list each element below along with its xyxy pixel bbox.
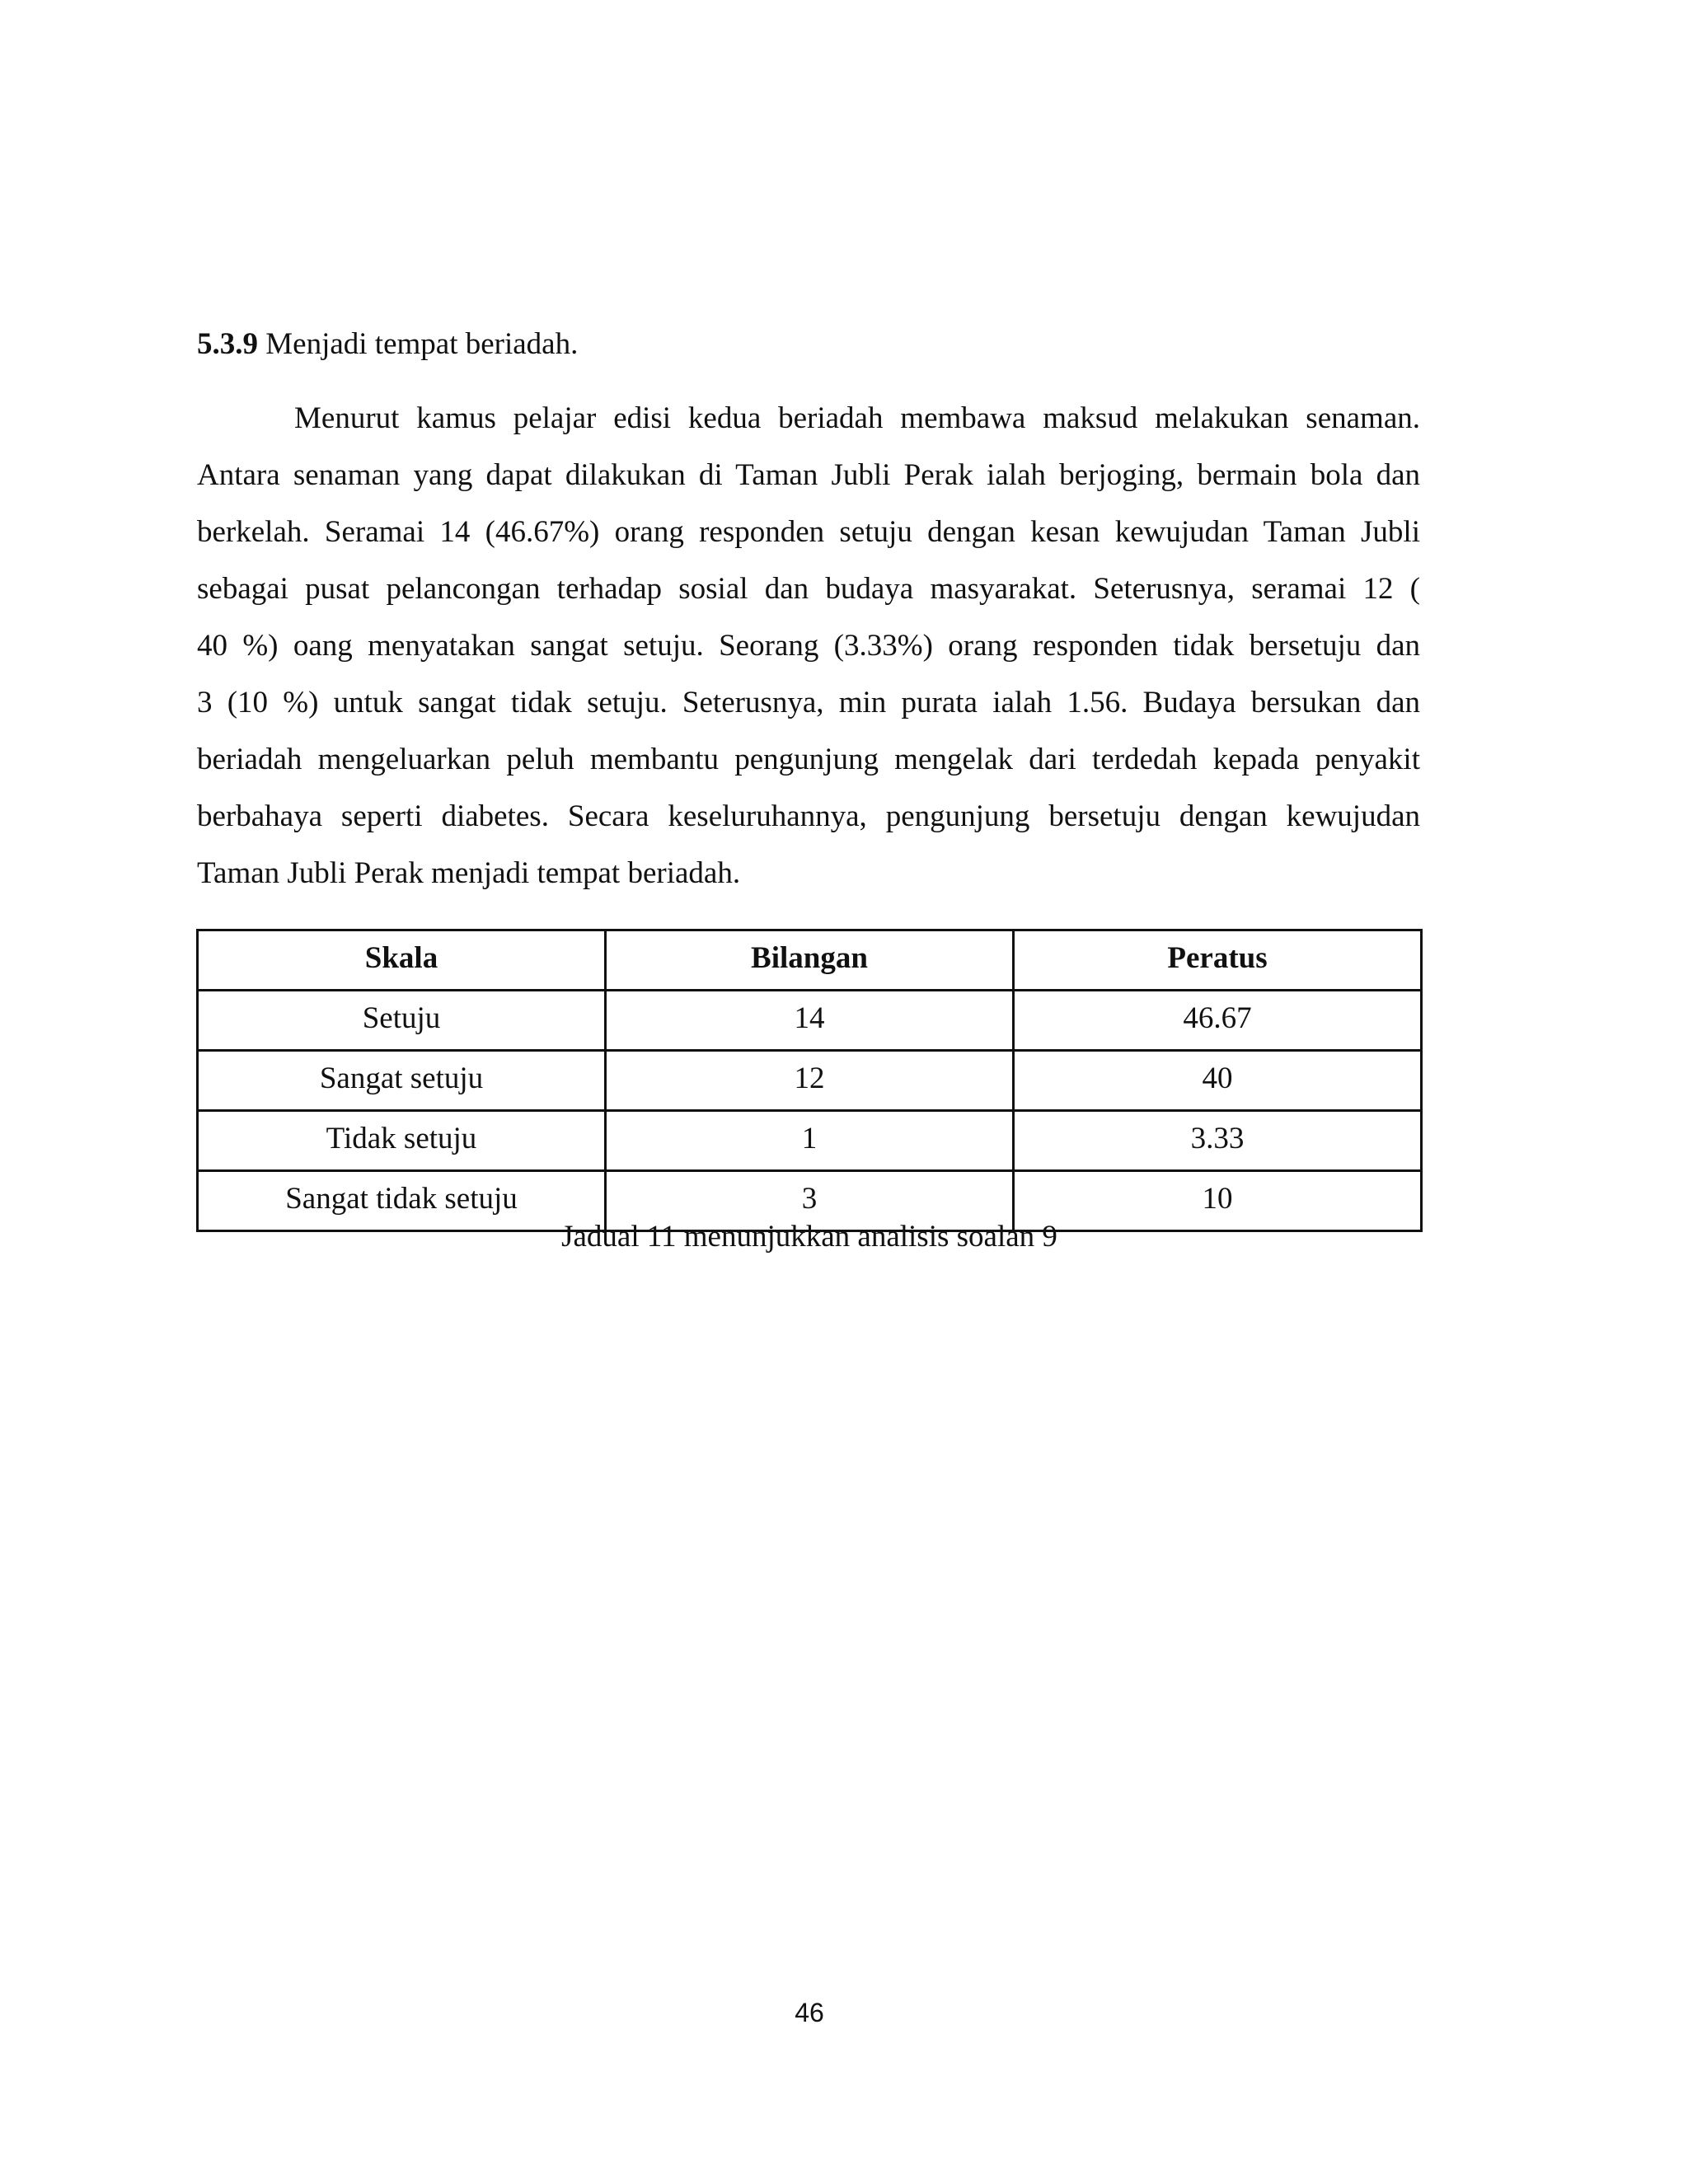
header-peratus: Peratus (1014, 930, 1422, 991)
header-bilangan: Bilangan (606, 930, 1014, 991)
paragraph-line: sebagai pusat pelancongan terhadap sosial dan budaya masyarakat. Seterusnya, seramai 12 ( (197, 572, 1420, 606)
cell-peratus: 40 (1014, 1051, 1422, 1111)
cell-bilangan: 1 (606, 1111, 1014, 1171)
paragraph-line: berkelah. Seramai 14 (46.67%) orang responden setuju dengan kesan kewujudan Taman Jubli (197, 515, 1420, 549)
cell-skala: Sangat setuju (198, 1051, 606, 1111)
table-row (198, 991, 1422, 1051)
cell-bilangan: 14 (606, 991, 1014, 1051)
cell-skala: Sangat tidak setuju (198, 1171, 606, 1231)
section-heading (197, 323, 578, 366)
cell-peratus: 10 (1014, 1171, 1422, 1231)
cell-skala: Tidak setuju (198, 1111, 606, 1171)
paragraph-line: Antara senaman yang dapat dilakukan di Taman Jubli Perak ialah berjoging, bermain bola dan (197, 458, 1420, 492)
table-row (198, 1111, 1422, 1171)
body-paragraph (197, 390, 1420, 902)
paragraph-line: 40 %) oang menyatakan sangat setuju. Seorang (3.33%) orang responden tidak bersetuju dan (197, 629, 1420, 663)
cell-skala: Setuju (198, 991, 606, 1051)
table-caption: Jadual 11 menunjukkan analisis soalan 9 (561, 1220, 1057, 1254)
table-header-row (198, 930, 1422, 991)
paragraph-line: Menurut kamus pelajar edisi kedua beriadah membawa maksud melakukan senaman. (294, 401, 1420, 435)
cell-bilangan: 3 (606, 1171, 1014, 1231)
paragraph-line: Taman Jubli Perak menjadi tempat beriadah. (197, 856, 741, 890)
header-skala: Skala (198, 930, 606, 991)
paragraph-line: beriadah mengeluarkan peluh membantu pengunjung mengelak dari terdedah kepada penyakit (197, 743, 1420, 776)
paragraph-line: 3 (10 %) untuk sangat tidak setuju. Seterusnya, min purata ialah 1.56. Budaya bersukan dan (197, 686, 1420, 719)
cell-bilangan: 12 (606, 1051, 1014, 1111)
page-number: 46 (795, 1998, 824, 2027)
section-title: Menjadi tempat beriadah. (265, 327, 579, 361)
results-table (196, 929, 1423, 1232)
paragraph-line: berbahaya seperti diabetes. Secara keseluruhannya, pengunjung bersetuju dengan kewujudan (197, 799, 1420, 833)
cell-peratus: 3.33 (1014, 1111, 1422, 1171)
table-row (198, 1051, 1422, 1111)
cell-peratus: 46.67 (1014, 991, 1422, 1051)
section-number: 5.3.9 (197, 327, 258, 361)
